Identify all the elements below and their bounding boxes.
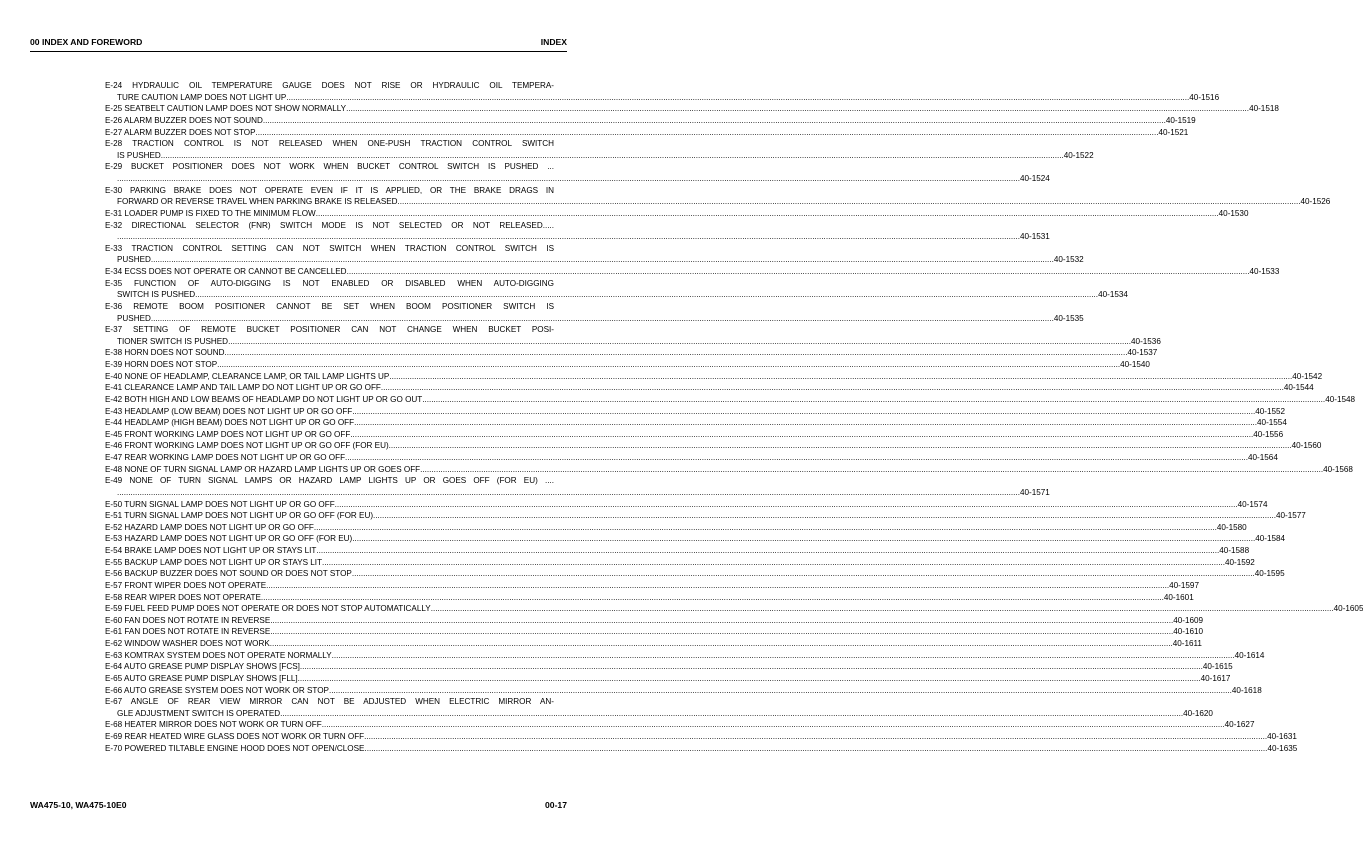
chapter-title: INDEX bbox=[540, 37, 567, 47]
dot-leader: ................................................................................................................................................................................................................................................................................................................................................................................................................ bbox=[321, 720, 1225, 730]
dot-leader: ................................................................................................................................................................................................................................................................................................................................................................................................................ bbox=[420, 464, 1324, 474]
index-entry[interactable] bbox=[105, 359, 1150, 371]
entry-page-number: 40-1532 bbox=[1053, 255, 1084, 265]
index-entry[interactable] bbox=[105, 138, 1094, 161]
entry-page-number: 40-1544 bbox=[1283, 383, 1314, 393]
entry-page-number: 40-1534 bbox=[1098, 290, 1128, 300]
entry-title: TIONER SWITCH IS PUSHED bbox=[117, 336, 229, 346]
index-entry[interactable] bbox=[105, 347, 1158, 359]
entry-title: E-68 HEATER MIRROR DOES NOT WORK OR TURN OFF bbox=[105, 720, 322, 730]
entry-page-number: 40-1542 bbox=[1292, 371, 1323, 381]
dot-leader: ................................................................................................................................................................................................................................................................................................................................................................................................................ bbox=[313, 522, 1217, 532]
dot-leader: ................................................................................................................................................................................................................................................................................................................................................................................................................ bbox=[217, 360, 1121, 369]
entry-page-number: 40-1615 bbox=[1202, 662, 1233, 672]
dot-leader: ................................................................................................................................................................................................................................................................................................................................................................................................................ bbox=[328, 685, 1232, 695]
entry-page-number: 40-1521 bbox=[1158, 127, 1189, 137]
entry-title: E-29 BUCKET POSITIONER DOES NOT WORK WHEN BUCKET CONTROL SWITCH IS PUSHED ... bbox=[105, 162, 554, 172]
index-entry[interactable] bbox=[105, 429, 1284, 441]
index-entry[interactable] bbox=[105, 371, 1323, 383]
dot-leader: ................................................................................................................................................................................................................................................................................................................................................................................................................ bbox=[346, 104, 1250, 114]
dot-leader: ................................................................................................................................................................................................................................................................................................................................................................................................................ bbox=[322, 557, 1225, 567]
dot-leader: ................................................................................................................................................................................................................................................................................................................................................................................................................ bbox=[117, 174, 1020, 183]
index-entry[interactable] bbox=[105, 406, 1286, 418]
dot-leader: ................................................................................................................................................................................................................................................................................................................................................................................................................ bbox=[262, 115, 1166, 125]
entry-title: E-35 FUNCTION OF AUTO-DIGGING IS NOT ENABLED OR DISABLED WHEN AUTO-DIGGING bbox=[105, 278, 554, 288]
entry-page-number: 40-1609 bbox=[1173, 615, 1204, 625]
entry-page-number: 40-1595 bbox=[1254, 569, 1285, 579]
index-entry[interactable] bbox=[105, 719, 1255, 731]
entry-page-number: 40-1574 bbox=[1237, 499, 1268, 509]
dot-leader: ................................................................................................................................................................................................................................................................................................................................................................................................................ bbox=[388, 441, 1292, 451]
entry-page-number: 40-1605 bbox=[1333, 604, 1363, 614]
entry-page-number: 40-1568 bbox=[1323, 464, 1353, 474]
dot-leader: ................................................................................................................................................................................................................................................................................................................................................................................................................ bbox=[270, 615, 1174, 625]
entry-title: E-61 FAN DOES NOT ROTATE IN REVERSE bbox=[105, 627, 271, 637]
index-entry[interactable] bbox=[105, 185, 1331, 208]
dot-leader: ................................................................................................................................................................................................................................................................................................................................................................................................................ bbox=[316, 546, 1220, 555]
index-entry[interactable] bbox=[105, 499, 1268, 511]
entry-title: E-32 DIRECTIONAL SELECTOR (FNR) SWITCH MODE IS NOT SELECTED OR NOT RELEASED..... bbox=[105, 220, 554, 230]
entry-title: E-67 ANGLE OF REAR VIEW MIRROR CAN NOT BE ADJUSTED WHEN ELECTRIC MIRROR AN- bbox=[105, 697, 554, 707]
page-header bbox=[30, 34, 567, 48]
header-rule bbox=[30, 51, 567, 52]
index-entry[interactable] bbox=[105, 464, 1353, 476]
dot-leader: ................................................................................................................................................................................................................................................................................................................................................................................................................ bbox=[280, 708, 1184, 718]
entry-page-number: 40-1617 bbox=[1200, 673, 1231, 683]
index-entry[interactable] bbox=[105, 220, 1050, 243]
entry-title bbox=[105, 231, 117, 243]
entry-title: E-34 ECSS DOES NOT OPERATE OR CANNOT BE CANCELLED bbox=[105, 267, 347, 276]
dot-leader: ................................................................................................................................................................................................................................................................................................................................................................................................................ bbox=[150, 255, 1054, 265]
dot-leader: ................................................................................................................................................................................................................................................................................................................................................................................................................ bbox=[117, 232, 1020, 242]
entry-title: E-62 WINDOW WASHER DOES NOT WORK bbox=[105, 639, 270, 648]
dot-leader: ................................................................................................................................................................................................................................................................................................................................................................................................................ bbox=[160, 150, 1064, 160]
dot-leader: ................................................................................................................................................................................................................................................................................................................................................................................................................ bbox=[364, 743, 1268, 753]
entry-page-number: 40-1571 bbox=[1019, 487, 1050, 497]
dot-leader: ................................................................................................................................................................................................................................................................................................................................................................................................................ bbox=[373, 511, 1276, 521]
index-entry[interactable] bbox=[105, 696, 1213, 719]
index-entry[interactable] bbox=[105, 533, 1286, 545]
dot-leader: ................................................................................................................................................................................................................................................................................................................................................................................................................ bbox=[331, 650, 1235, 660]
index-entry[interactable] bbox=[105, 266, 1280, 278]
entry-page-number: 40-1526 bbox=[1300, 197, 1331, 207]
entry-title: E-44 HEADLAMP (HIGH BEAM) DOES NOT LIGHT UP OR GO OFF bbox=[105, 418, 355, 428]
index-entry[interactable] bbox=[105, 603, 1363, 615]
entry-title: E-27 ALARM BUZZER DOES NOT STOP bbox=[105, 127, 256, 137]
entry-title: E-36 REMOTE BOOM POSITIONER CANNOT BE SET WHEN BOOM POSITIONER SWITCH IS bbox=[105, 301, 554, 311]
dot-leader: ................................................................................................................................................................................................................................................................................................................................................................................................................ bbox=[150, 313, 1054, 323]
entry-title: FORWARD OR REVERSE TRAVEL WHEN PARKING BRAKE IS RELEASED bbox=[117, 197, 398, 207]
entry-page-number: 40-1618 bbox=[1231, 685, 1262, 695]
index-entry[interactable] bbox=[105, 127, 1189, 139]
dot-leader: ................................................................................................................................................................................................................................................................................................................................................................................................................ bbox=[351, 569, 1255, 579]
entry-page-number: 40-1592 bbox=[1225, 557, 1255, 567]
dot-leader: ................................................................................................................................................................................................................................................................................................................................................................................................................ bbox=[380, 383, 1284, 393]
entry-title: TURE CAUTION LAMP DOES NOT LIGHT UP bbox=[117, 92, 287, 102]
entry-title: E-50 TURN SIGNAL LAMP DOES NOT LIGHT UP OR GO OFF bbox=[105, 499, 335, 509]
dot-leader: ................................................................................................................................................................................................................................................................................................................................................................................................................ bbox=[228, 336, 1132, 346]
entry-page-number: 40-1552 bbox=[1255, 406, 1286, 416]
index-entry[interactable] bbox=[105, 103, 1279, 115]
dot-leader: ................................................................................................................................................................................................................................................................................................................................................................................................................ bbox=[354, 418, 1258, 428]
entry-title: E-52 HAZARD LAMP DOES NOT LIGHT UP OR GO OFF bbox=[105, 522, 314, 532]
entry-page-number: 40-1536 bbox=[1131, 336, 1161, 346]
index-entry[interactable] bbox=[105, 243, 1084, 266]
entry-page-number: 40-1560 bbox=[1291, 441, 1322, 451]
dot-leader: ................................................................................................................................................................................................................................................................................................................................................................................................................ bbox=[352, 534, 1256, 544]
dot-leader: ................................................................................................................................................................................................................................................................................................................................................................................................................ bbox=[297, 673, 1201, 683]
index-entry[interactable] bbox=[105, 545, 1250, 557]
entry-page-number: 40-1530 bbox=[1218, 208, 1249, 218]
entry-title: E-37 SETTING OF REMOTE BUCKET POSITIONER CAN NOT CHANGE WHEN BUCKET POSI- bbox=[105, 325, 554, 335]
dot-leader: ................................................................................................................................................................................................................................................................................................................................................................................................................ bbox=[397, 197, 1301, 207]
entry-title: SWITCH IS PUSHED bbox=[117, 290, 196, 300]
entry-title: E-54 BRAKE LAMP DOES NOT LIGHT UP OR STAYS LIT bbox=[105, 546, 317, 555]
entry-title: E-51 TURN SIGNAL LAMP DOES NOT LIGHT UP OR GO OFF (FOR EU) bbox=[105, 511, 374, 521]
entry-title: E-41 CLEARANCE LAMP AND TAIL LAMP DO NOT LIGHT UP OR GO OFF bbox=[105, 383, 381, 393]
index-entry[interactable] bbox=[105, 592, 1194, 604]
dot-leader: ................................................................................................................................................................................................................................................................................................................................................................................................................ bbox=[389, 371, 1293, 381]
entry-title: PUSHED bbox=[117, 313, 151, 323]
index-entry[interactable] bbox=[105, 626, 1204, 638]
entry-title: E-39 HORN DOES NOT STOP bbox=[105, 360, 218, 369]
index-entry[interactable] bbox=[105, 301, 1084, 324]
entry-page-number: 40-1635 bbox=[1267, 743, 1298, 753]
entry-title: E-25 SEATBELT CAUTION LAMP DOES NOT SHOW NORMALLY bbox=[105, 104, 347, 114]
entry-page-number: 40-1516 bbox=[1189, 92, 1220, 102]
index-entry[interactable] bbox=[105, 475, 1050, 498]
dot-leader: ................................................................................................................................................................................................................................................................................................................................................................................................................ bbox=[315, 208, 1219, 218]
entry-title: E-26 ALARM BUZZER DOES NOT SOUND bbox=[105, 115, 263, 125]
entry-title: E-40 NONE OF HEADLAMP, CLEARANCE LAMP, OR TAIL LAMP LIGHTS UP bbox=[105, 371, 390, 381]
dot-leader: ................................................................................................................................................................................................................................................................................................................................................................................................................ bbox=[270, 627, 1174, 637]
entry-page-number: 40-1610 bbox=[1173, 627, 1204, 637]
entry-page-number: 40-1556 bbox=[1253, 429, 1284, 439]
entry-page-number: 40-1584 bbox=[1255, 534, 1286, 544]
index-entry[interactable] bbox=[105, 661, 1233, 673]
entry-page-number: 40-1597 bbox=[1169, 580, 1199, 590]
index-entry[interactable] bbox=[105, 208, 1249, 220]
dot-leader: ................................................................................................................................................................................................................................................................................................................................................................................................................ bbox=[286, 92, 1190, 102]
index-list bbox=[105, 80, 1363, 754]
entry-page-number: 40-1627 bbox=[1224, 720, 1255, 730]
index-entry[interactable] bbox=[105, 278, 1128, 301]
index-entry[interactable] bbox=[105, 440, 1322, 452]
entry-title: E-24 HYDRAULIC OIL TEMPERATURE GAUGE DOES NOT RISE OR HYDRAULIC OIL TEMPERA- bbox=[105, 81, 554, 90]
index-entry[interactable] bbox=[105, 161, 1050, 184]
entry-page-number: 40-1518 bbox=[1249, 104, 1279, 114]
dot-leader: ................................................................................................................................................................................................................................................................................................................................................................................................................ bbox=[255, 127, 1159, 137]
entry-title: E-66 AUTO GREASE SYSTEM DOES NOT WORK OR STOP bbox=[105, 685, 329, 695]
entry-title: E-45 FRONT WORKING LAMP DOES NOT LIGHT UP OR GO OFF bbox=[105, 429, 351, 439]
entry-title: E-43 HEADLAMP (LOW BEAM) DOES NOT LIGHT UP OR GO OFF bbox=[105, 406, 353, 416]
page-number: 00-17 bbox=[545, 800, 567, 810]
entry-title: E-60 FAN DOES NOT ROTATE IN REVERSE bbox=[105, 615, 271, 625]
entry-page-number: 40-1611 bbox=[1172, 639, 1202, 648]
index-entry[interactable] bbox=[105, 382, 1314, 394]
dot-leader: ................................................................................................................................................................................................................................................................................................................................................................................................................ bbox=[364, 732, 1268, 741]
entry-title: E-53 HAZARD LAMP DOES NOT LIGHT UP OR GO OFF (FOR EU) bbox=[105, 534, 353, 544]
entry-page-number: 40-1524 bbox=[1019, 174, 1050, 183]
dot-leader: ................................................................................................................................................................................................................................................................................................................................................................................................................ bbox=[195, 290, 1099, 300]
entry-page-number: 40-1577 bbox=[1276, 511, 1306, 521]
entry-title: E-46 FRONT WORKING LAMP DOES NOT LIGHT UP OR GO OFF (FOR EU) bbox=[105, 441, 389, 451]
entry-page-number: 40-1564 bbox=[1248, 453, 1278, 462]
dot-leader: ................................................................................................................................................................................................................................................................................................................................................................................................................ bbox=[422, 394, 1326, 404]
dot-leader: ................................................................................................................................................................................................................................................................................................................................................................................................................ bbox=[299, 662, 1203, 672]
entry-page-number: 40-1620 bbox=[1183, 708, 1213, 718]
entry-page-number: 40-1580 bbox=[1216, 522, 1247, 532]
entry-title: E-59 FUEL FEED PUMP DOES NOT OPERATE OR DOES NOT STOP AUTOMATICALLY bbox=[105, 604, 431, 614]
section-title: 00 INDEX AND FOREWORD bbox=[30, 37, 143, 47]
entry-title: E-38 HORN DOES NOT SOUND bbox=[105, 348, 225, 358]
entry-page-number: 40-1614 bbox=[1234, 650, 1265, 660]
index-entry[interactable] bbox=[105, 650, 1265, 662]
entry-title: E-47 REAR WORKING LAMP DOES NOT LIGHT UP OR GO OFF bbox=[105, 453, 346, 462]
index-entry[interactable] bbox=[105, 115, 1196, 127]
dot-leader: ................................................................................................................................................................................................................................................................................................................................................................................................................ bbox=[430, 604, 1334, 614]
entry-title: E-57 FRONT WIPER DOES NOT OPERATE bbox=[105, 580, 267, 590]
dot-leader: ................................................................................................................................................................................................................................................................................................................................................................................................................ bbox=[352, 406, 1256, 416]
index-entry[interactable] bbox=[105, 522, 1247, 534]
entry-title: IS PUSHED bbox=[117, 150, 161, 160]
entry-page-number: 40-1537 bbox=[1127, 348, 1158, 358]
index-entry[interactable] bbox=[105, 394, 1356, 406]
entry-page-number: 40-1554 bbox=[1257, 418, 1287, 428]
dot-leader: ................................................................................................................................................................................................................................................................................................................................................................................................................ bbox=[334, 499, 1238, 509]
index-entry[interactable] bbox=[105, 685, 1262, 697]
dot-leader: ................................................................................................................................................................................................................................................................................................................................................................................................................ bbox=[269, 639, 1173, 648]
entry-page-number: 40-1601 bbox=[1163, 592, 1194, 602]
entry-title: E-42 BOTH HIGH AND LOW BEAMS OF HEADLAMP DO NOT LIGHT UP OR GO OUT bbox=[105, 394, 423, 404]
entry-title: E-70 POWERED TILTABLE ENGINE HOOD DOES NOT OPEN/CLOSE bbox=[105, 743, 365, 753]
entry-page-number: 40-1519 bbox=[1165, 115, 1196, 125]
index-entry[interactable] bbox=[105, 80, 1220, 103]
entry-title: E-48 NONE OF TURN SIGNAL LAMP OR HAZARD LAMP LIGHTS UP OR GOES OFF bbox=[105, 464, 421, 474]
entry-page-number: 40-1631 bbox=[1267, 732, 1297, 741]
index-entry[interactable] bbox=[105, 417, 1287, 429]
dot-leader: ................................................................................................................................................................................................................................................................................................................................................................................................................ bbox=[350, 429, 1254, 439]
entry-title: E-64 AUTO GREASE PUMP DISPLAY SHOWS [FCS] bbox=[105, 662, 300, 672]
entry-title: E-33 TRACTION CONTROL SETTING CAN NOT SWITCH WHEN TRACTION CONTROL SWITCH IS bbox=[105, 243, 554, 253]
model-number: WA475-10, WA475-10E0 bbox=[30, 800, 127, 810]
index-entry[interactable] bbox=[105, 557, 1255, 569]
entry-title: E-63 KOMTRAX SYSTEM DOES NOT OPERATE NORMALLY bbox=[105, 650, 332, 660]
entry-page-number: 40-1535 bbox=[1053, 313, 1084, 323]
dot-leader: ................................................................................................................................................................................................................................................................................................................................................................................................................ bbox=[260, 592, 1164, 602]
entry-title: E-65 AUTO GREASE PUMP DISPLAY SHOWS [FLL] bbox=[105, 673, 298, 683]
index-entry[interactable] bbox=[105, 568, 1285, 580]
entry-title: E-28 TRACTION CONTROL IS NOT RELEASED WHEN ONE-PUSH TRACTION CONTROL SWITCH bbox=[105, 139, 554, 149]
entry-page-number: 40-1540 bbox=[1120, 360, 1150, 369]
entry-title bbox=[105, 173, 117, 185]
dot-leader: ................................................................................................................................................................................................................................................................................................................................................................................................................ bbox=[224, 348, 1128, 358]
entry-page-number: 40-1548 bbox=[1325, 394, 1356, 404]
index-entry[interactable] bbox=[105, 580, 1199, 592]
entry-title: E-30 PARKING BRAKE DOES NOT OPERATE EVEN IF IT IS APPLIED, OR THE BRAKE DRAGS IN bbox=[105, 185, 554, 195]
index-entry[interactable] bbox=[105, 638, 1202, 650]
dot-leader: ................................................................................................................................................................................................................................................................................................................................................................................................................ bbox=[345, 453, 1249, 462]
index-entry[interactable] bbox=[105, 615, 1204, 627]
entry-title: PUSHED bbox=[117, 255, 151, 265]
entry-title bbox=[105, 487, 117, 499]
index-entry[interactable] bbox=[105, 324, 1161, 347]
entry-page-number: 40-1588 bbox=[1219, 546, 1250, 555]
entry-title: E-69 REAR HEATED WIRE GLASS DOES NOT WORK OR TURN OFF bbox=[105, 732, 365, 741]
entry-title: E-31 LOADER PUMP IS FIXED TO THE MINIMUM FLOW bbox=[105, 208, 316, 218]
entry-page-number: 40-1522 bbox=[1063, 150, 1094, 160]
index-entry[interactable] bbox=[105, 731, 1297, 743]
index-entry[interactable] bbox=[105, 673, 1231, 685]
dot-leader: ................................................................................................................................................................................................................................................................................................................................................................................................................ bbox=[117, 487, 1020, 497]
entry-title: GLE ADJUSTMENT SWITCH IS OPERATED bbox=[117, 708, 281, 718]
index-entry[interactable] bbox=[105, 510, 1306, 522]
entry-page-number: 40-1533 bbox=[1249, 267, 1280, 276]
entry-page-number: 40-1531 bbox=[1019, 232, 1050, 242]
dot-leader: ................................................................................................................................................................................................................................................................................................................................................................................................................ bbox=[266, 580, 1170, 590]
index-entry[interactable] bbox=[105, 743, 1298, 755]
entry-title: E-58 REAR WIPER DOES NOT OPERATE bbox=[105, 592, 261, 602]
entry-title: E-55 BACKUP LAMP DOES NOT LIGHT UP OR STAYS LIT bbox=[105, 557, 323, 567]
entry-title: E-49 NONE OF TURN SIGNAL LAMPS OR HAZARD LAMP LIGHTS UP OR GOES OFF (FOR EU) .... bbox=[105, 476, 554, 486]
index-entry[interactable] bbox=[105, 452, 1278, 464]
entry-title: E-56 BACKUP BUZZER DOES NOT SOUND OR DOES NOT STOP bbox=[105, 569, 352, 579]
dot-leader: ................................................................................................................................................................................................................................................................................................................................................................................................................ bbox=[346, 267, 1250, 276]
